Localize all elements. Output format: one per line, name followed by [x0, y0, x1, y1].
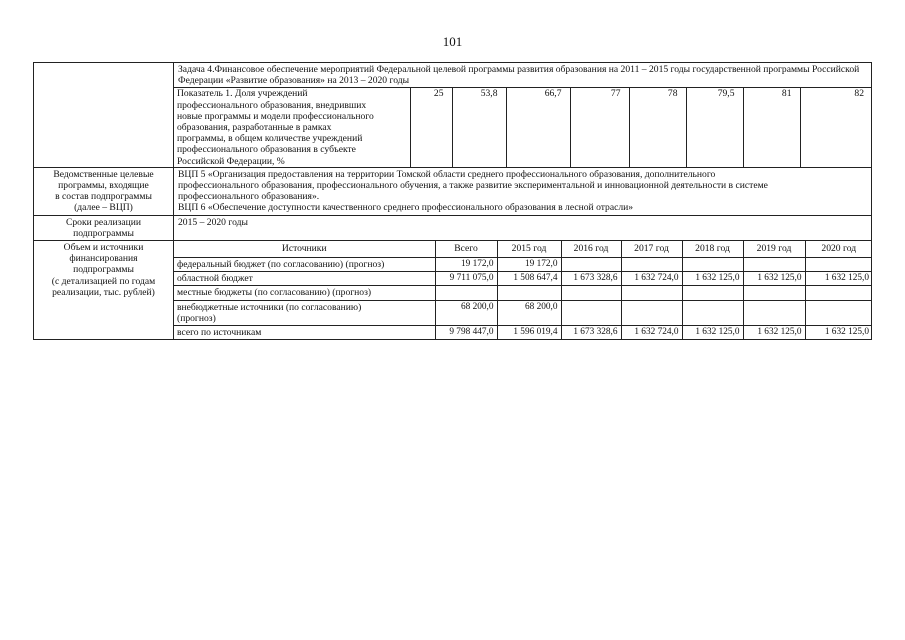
period-row: [34, 215, 872, 240]
indicator-line: профессионального образования в субъекте: [177, 144, 356, 156]
programs-row: [34, 167, 872, 215]
finance-header: 2015 год: [497, 241, 561, 258]
finance-header: Всего: [435, 241, 497, 258]
finance-value: 1 632 125,0: [743, 272, 805, 286]
finance-table: [174, 241, 872, 339]
finance-value: [435, 286, 497, 300]
finance-value: 1 632 125,0: [805, 272, 872, 286]
indicator-value: 82: [854, 88, 864, 100]
finance-value: [743, 286, 805, 300]
finance-header: 2017 год: [621, 241, 682, 258]
finance-source-line: внебюджетные источники (по согласованию): [177, 301, 362, 313]
indicator-table: [174, 88, 872, 166]
indicator-line: программы, в общем количестве учреждений: [177, 133, 363, 145]
finance-value: 1 596 019,4: [497, 326, 561, 340]
indicator-value: 79,5: [686, 88, 743, 166]
finance-value: [682, 258, 743, 272]
finance-row-federal: [174, 258, 872, 272]
finance-value: [621, 286, 682, 300]
finance-header: 2018 год: [682, 241, 743, 258]
finance-value: [805, 286, 872, 300]
finance-label-line: Объем и источники: [63, 242, 144, 254]
programs-line: профессионального образования, профессионального обучения, а также развитие экспериментальной и инновационной деятельности в системе: [178, 180, 768, 192]
finance-value: 1 632 125,0: [743, 326, 805, 340]
page-number: 101: [442, 34, 463, 49]
finance-value: 1 632 724,0: [621, 326, 682, 340]
finance-header: Источники: [174, 241, 435, 258]
finance-value: [682, 286, 743, 300]
finance-source: федеральный бюджет (по согласованию) (прогноз): [174, 258, 435, 272]
finance-value: 9 798 447,0: [435, 326, 497, 340]
programs-text-cell: [174, 167, 872, 215]
finance-label-line: реализации, тыс. рублей): [52, 286, 155, 298]
period-value: 2015 – 2020 годы: [178, 216, 248, 228]
finance-header: 2019 год: [743, 241, 805, 258]
finance-value: 1 673 328,6: [561, 326, 621, 340]
finance-value: [561, 300, 621, 325]
indicator-value: 77: [570, 88, 629, 166]
finance-label-line: финансирования: [69, 253, 138, 265]
finance-source-line: (прогноз): [177, 312, 216, 324]
indicator-line: профессионального образования, внедривших: [177, 99, 367, 111]
programs-label-line: программы, входящие: [58, 180, 149, 192]
finance-row-total: [174, 326, 872, 340]
programs-label: [34, 167, 174, 215]
finance-label-line: (с детализацией по годам: [51, 275, 156, 287]
finance-label-line: подпрограммы: [73, 264, 134, 276]
indicator-value: 78: [629, 88, 686, 166]
finance-value: 1 632 125,0: [824, 327, 869, 338]
finance-header-row: [174, 241, 872, 258]
finance-label: [34, 241, 174, 340]
finance-row: [34, 241, 872, 340]
programs-line: ВЦП 6 «Обеспечение доступности качественного среднего профессионального образования в лесной отрасли»: [178, 202, 634, 214]
finance-value: 1 673 328,6: [561, 272, 621, 286]
indicator-line: Российской Федерации, %: [177, 155, 285, 167]
period-label-line: Сроки реализации: [65, 216, 142, 228]
finance-header: 2020 год: [805, 241, 872, 258]
finance-row-extrabudgetary: [174, 300, 872, 325]
finance-value: [561, 258, 621, 272]
task-content-cell: [174, 63, 872, 168]
finance-value: 1 508 647,4: [497, 272, 561, 286]
finance-header: 2016 год: [561, 241, 621, 258]
finance-value: 1 632 125,0: [682, 272, 743, 286]
finance-source: [174, 300, 435, 325]
indicator-description: [174, 88, 410, 166]
finance-value: 68 200,0: [497, 300, 561, 325]
finance-value: [561, 286, 621, 300]
period-label-line: подпрограммы: [73, 227, 134, 239]
finance-value: [743, 258, 805, 272]
indicator-value: 81: [743, 88, 800, 166]
finance-value: [621, 300, 682, 325]
finance-value: 9 711 075,0: [435, 272, 497, 286]
task-label-cell: [34, 63, 174, 168]
programs-line: ВЦП 5 «Организация предоставления на территории Томской области среднего профессионального образования, дополнительного: [178, 168, 716, 180]
indicator-value: 66,7: [506, 88, 570, 166]
finance-source: областной бюджет: [174, 272, 435, 286]
subprogram-passport-table: [33, 62, 872, 340]
indicator-value: 53,8: [452, 88, 506, 166]
finance-row-regional: [174, 272, 872, 286]
programs-line: профессионального образования».: [178, 191, 320, 203]
finance-value: [805, 258, 872, 272]
indicator-line: Показатель 1. Доля учреждений: [177, 88, 308, 100]
finance-value: 19 172,0: [435, 258, 497, 272]
finance-value: 19 172,0: [497, 258, 561, 272]
finance-value: [805, 300, 872, 325]
finance-value: [497, 286, 561, 300]
finance-source: всего по источникам: [174, 326, 435, 340]
finance-value: [682, 300, 743, 325]
period-value-cell: [174, 215, 872, 240]
task-row: [34, 63, 872, 168]
programs-label-line: в состав подпрограммы: [55, 191, 152, 203]
indicator-line: новые программы и модели профессионального: [177, 110, 374, 122]
indicator-value: 25: [410, 88, 452, 166]
period-label: [34, 215, 174, 240]
finance-value: 1 632 724,0: [621, 272, 682, 286]
programs-label-line: Ведомственные целевые: [53, 168, 154, 180]
finance-value: 1 632 125,0: [682, 326, 743, 340]
finance-source: местные бюджеты (по согласованию) (прогноз): [174, 286, 435, 300]
finance-table-cell: [174, 241, 872, 340]
programs-label-line: (далее – ВЦП): [74, 202, 133, 214]
task-title: Задача 4.Финансовое обеспечение мероприятий Федеральной целевой программы развития образования на 2011 – 2015 годы государственной программы Российской Федерации «Развитие образования» на 2013 – 2020 годы: [174, 63, 871, 88]
finance-value: 68 200,0: [435, 300, 497, 325]
indicator-line: образования, разработанные в рамках: [177, 122, 332, 134]
finance-row-local: [174, 286, 872, 300]
finance-value: [621, 258, 682, 272]
finance-value: [743, 300, 805, 325]
